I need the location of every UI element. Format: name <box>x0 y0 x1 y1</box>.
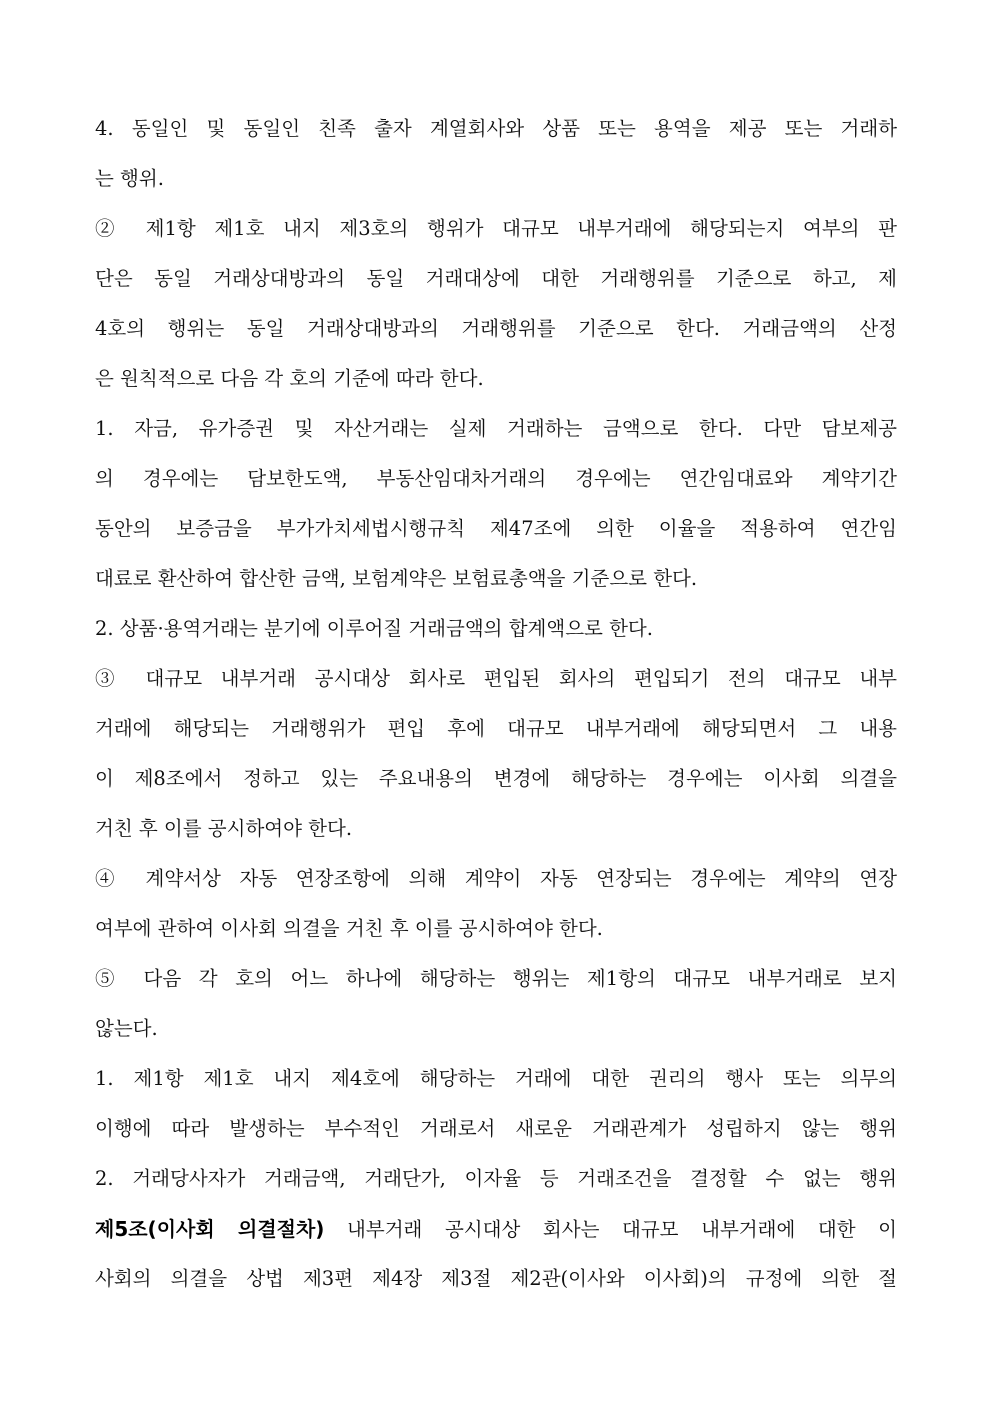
text-line: 2. 상품·용역거래는 분기에 이루어질 거래금액의 합계액으로 한다. <box>95 617 653 640</box>
text-line: ⑤ 다음 각 호의 어느 하나에 해당하는 행위는 제1항의 대규모 내부거래로 보지 <box>95 967 897 990</box>
article-5-line-1 <box>95 1204 897 1254</box>
text-line: 거래에 해당되는 거래행위가 편입 후에 대규모 내부거래에 해당되면서 그 내용 <box>95 717 897 740</box>
text-line: 동안의 보증금을 부가가치세법시행규칙 제47조에 의한 이율을 적용하여 연간임 <box>95 517 897 540</box>
article-5-text: 내부거래 공시대상 회사는 대규모 내부거래에 대한 이 <box>324 1218 897 1241</box>
document-page <box>95 104 897 1304</box>
document-body <box>95 104 897 1204</box>
text-line: ④ 계약서상 자동 연장조항에 의해 계약이 자동 연장되는 경우에는 계약의 연장 <box>95 867 897 890</box>
article-5-heading: 제5조(이사회 의결절차) <box>95 1217 325 1241</box>
text-line: ② 제1항 제1호 내지 제3호의 행위가 대규모 내부거래에 해당되는지 여부의 판 <box>95 217 897 240</box>
text-line: 이행에 따라 발생하는 부수적인 거래로서 새로운 거래관계가 성립하지 않는 행위 <box>95 1117 897 1140</box>
article-5-line-2: 사회의 의결을 상법 제3편 제4장 제3절 제2관(이사와 이사회)의 규정에 의한 절 <box>95 1267 897 1290</box>
text-line: 1. 자금, 유가증권 및 자산거래는 실제 거래하는 금액으로 한다. 다만 담보제공 <box>95 417 897 440</box>
text-line: 은 원칙적으로 다음 각 호의 기준에 따라 한다. <box>95 367 484 390</box>
text-line: 의 경우에는 담보한도액, 부동산임대차거래의 경우에는 연간임대료와 계약기간 <box>95 467 897 490</box>
text-line: 않는다. <box>95 1017 158 1040</box>
text-line: 는 행위. <box>95 167 164 190</box>
text-line: 여부에 관하여 이사회 의결을 거친 후 이를 공시하여야 한다. <box>95 917 603 940</box>
text-line: 1. 제1항 제1호 내지 제4호에 해당하는 거래에 대한 권리의 행사 또는 의무의 <box>95 1067 897 1090</box>
text-line: 대료로 환산하여 합산한 금액, 보험계약은 보험료총액을 기준으로 한다. <box>95 567 698 590</box>
text-line: 거친 후 이를 공시하여야 한다. <box>95 817 353 840</box>
text-line: 4호의 행위는 동일 거래상대방과의 거래행위를 기준으로 한다. 거래금액의 산정 <box>95 317 897 340</box>
text-line: 이 제8조에서 정하고 있는 주요내용의 변경에 해당하는 경우에는 이사회 의결을 <box>95 767 897 790</box>
text-line: 2. 거래당사자가 거래금액, 거래단가, 이자율 등 거래조건을 결정할 수 없는 행위 <box>95 1167 897 1190</box>
text-line: 단은 동일 거래상대방과의 동일 거래대상에 대한 거래행위를 기준으로 하고, 제 <box>95 267 897 290</box>
text-line: 4. 동일인 및 동일인 친족 출자 계열회사와 상품 또는 용역을 제공 또는 거래하 <box>95 117 897 140</box>
text-line: ③ 대규모 내부거래 공시대상 회사로 편입된 회사의 편입되기 전의 대규모 내부 <box>95 667 897 690</box>
